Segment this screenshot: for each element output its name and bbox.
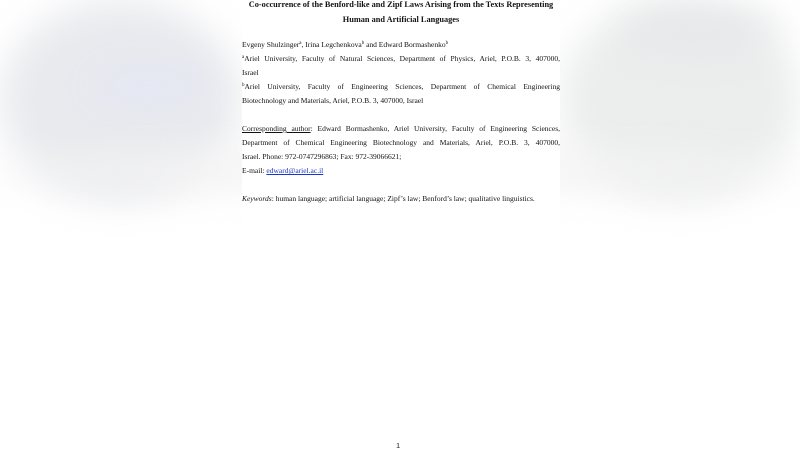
affiliation-b-sup: b: [242, 83, 245, 88]
title-line-2: Human and Artificial Languages: [342, 15, 460, 24]
author-2: , Irina Legchenkova: [301, 40, 362, 49]
affiliation-a-sup: a: [242, 55, 245, 60]
keywords-label: Keywords: [242, 194, 272, 203]
affiliation-b-text: Ariel University, Faculty of Engineering Sciences, Department of Chemical Engineering: [244, 82, 560, 91]
corresponding-line-2: Department of Chemical Engineering Biotechnology and Materials, Ariel, P.O.B. 3, 407000,: [242, 138, 560, 147]
author-3: and Edward Bormashenko: [364, 40, 446, 49]
email-line: [242, 164, 560, 178]
email-link[interactable]: edward@ariel.ac.il: [266, 166, 324, 175]
author-3-sup: b: [445, 41, 449, 46]
author-2-sup: b: [361, 41, 365, 46]
keywords-text: : human language; artificial language; Zipf’s law; Benford’s law; qualitative linguistics.: [271, 194, 535, 203]
document-page: [242, 0, 560, 450]
title-line-1: Co-occurrence of the Benford-like and Zipf Laws Arising from the Texts Representing: [248, 0, 554, 9]
author-list: [242, 38, 560, 52]
affiliation-b-line-1: [242, 80, 560, 94]
affiliation-b-line-2: Biotechnology and Materials, Ariel, P.O.B. 3, 407000, Israel: [242, 96, 424, 105]
affiliation-a-line-2: Israel: [242, 68, 259, 77]
email-label: E-mail:: [242, 166, 267, 175]
corresponding-author-label: Corresponding author: [242, 124, 311, 133]
author-1: Evgeny Shulzinger: [242, 40, 300, 49]
corresponding-line-1: [242, 122, 560, 136]
affiliation-a-text: Ariel University, Faculty of Natural Sciences, Department of Physics, Ariel, P.O.B. 3, 407000,: [244, 54, 560, 63]
corresponding-line-3: Israel. Phone: 972-0747296863; Fax: 972-39066621;: [242, 152, 402, 161]
affiliation-a-line-1: [242, 52, 560, 66]
paper-title: [242, 0, 560, 27]
corresponding-author-text: : Edward Bormashenko, Ariel University, Faculty of Engineering Sciences,: [310, 124, 560, 133]
keywords-line: [242, 192, 560, 206]
author-1-sup: a: [299, 41, 302, 46]
page-number: 1: [396, 441, 401, 450]
